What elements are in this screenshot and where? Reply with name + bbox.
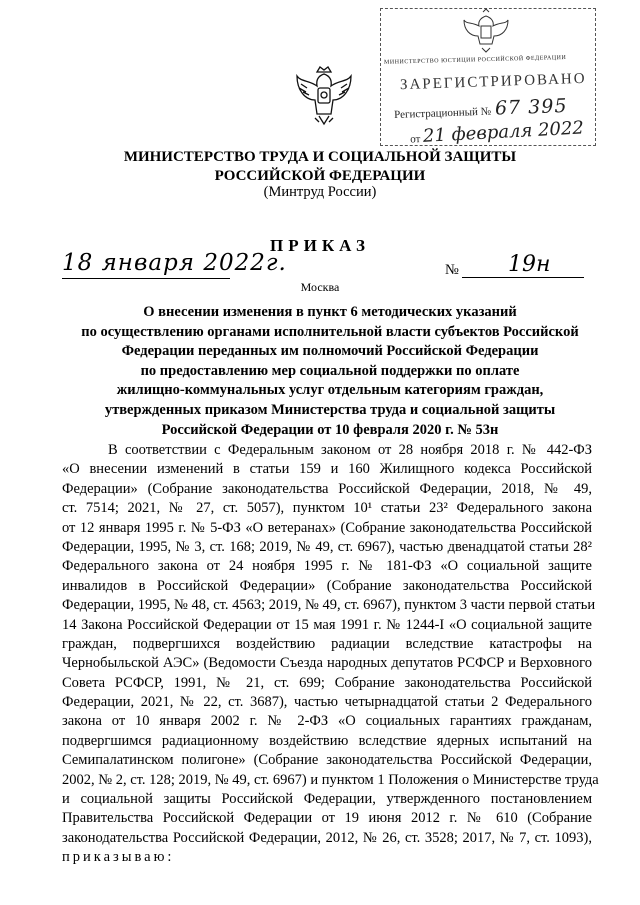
body-line: от 12 января 1995 г. № 5-ФЗ «О ветеранах» (Собрание законодательства Российской <box>62 519 592 536</box>
heading-line: Российской Федерации от 10 февраля 2020 г. № 53н <box>161 421 499 438</box>
body-line: «О внесении изменений в статьи 159 и 160 Жилищного кодекса Российской <box>62 461 592 478</box>
body-line: граждан, подвергшихся воздействию радиации вследствие катастрофы на <box>62 635 592 652</box>
body-line: Чернобыльской АЭС» (Ведомости Съезда народных депутатов РСФСР и Верховного <box>62 655 592 672</box>
ministry-line-1: МИНИСТЕРСТВО ТРУДА И СОЦИАЛЬНОЙ ЗАЩИТЫ <box>123 149 517 165</box>
body-line: Федерации, 1995, № 48, ст. 4563; 2019, № 49, ст. 6967), пунктом 3 части первой статьи <box>62 597 596 614</box>
stamp-date-prefix: от <box>409 133 421 146</box>
body-line: Федерации, 2021, № 22, ст. 3687), частью четырнадцатой статьи 2 Федерального <box>62 694 592 711</box>
coat-of-arms-icon <box>293 64 355 130</box>
stamp-date-value: 21 февраля 2022 <box>422 117 585 147</box>
order-number-underline <box>462 277 584 278</box>
heading-line: О внесении изменения в пункт 6 методических указаний <box>143 304 517 320</box>
order-number: 19н <box>508 252 551 277</box>
body-line: Семипалатинском полигоне» (Собрание законодательства Российской Федерации, <box>62 752 592 769</box>
heading-line: жилищно-коммунальных услуг отдельным категориям граждан, <box>116 382 544 399</box>
heading-line: утвержденных приказом Министерства труда и социальной защиты <box>104 401 556 418</box>
ministry-line-2: РОССИЙСКОЙ ФЕДЕРАЦИИ <box>214 168 426 184</box>
small-emblem-icon <box>458 8 514 54</box>
order-date-underline <box>62 278 230 279</box>
ministry-name <box>0 148 640 186</box>
body-line: закона от 10 января 2002 г. № 2-ФЗ «О социальных гарантиях гражданам, <box>62 713 592 730</box>
registration-stamp <box>376 2 602 150</box>
body-line: приказываю: <box>62 849 175 866</box>
heading-line: по предоставлению мер социальной поддержки по оплате <box>140 362 520 379</box>
body-line: Совета РСФСР, 1991, № 21, ст. 699; Собрание законодательства Российской <box>62 674 592 691</box>
document-heading <box>60 303 600 440</box>
body-line: Федерации, 1995, № 3, ст. 168; 2019, № 49, ст. 6967), частью двенадцатой статьи 28² <box>62 538 592 555</box>
ministry-short-name: (Минтруд России) <box>263 184 377 200</box>
body-line: законодательства Российской Федерации, 2012, № 26, ст. 3528; 2017, № 7, ст. 1093), <box>62 829 592 846</box>
body-line: Правительства Российской Федерации от 19 июня 2012 г. № 610 (Собрание <box>62 810 592 827</box>
heading-line: по осуществлению органами исполнительной власти субъектов Российской <box>81 323 579 340</box>
heading-line: Федерации переданных им полномочий Российской Федерации <box>121 343 539 360</box>
body-line: ст. 7514; 2021, № 27, ст. 5057), пунктом 10¹ статьи 23² Федерального закона <box>62 500 592 517</box>
body-line: инвалидов в Российской Федерации» (Собрание законодательства Российской <box>62 577 592 594</box>
order-date: 18 января 2022г. <box>62 250 287 276</box>
body-paragraph <box>62 441 599 868</box>
body-line: 14 Закона Российской Федерации от 15 мая 1991 г. № 1244-I «О социальной защите <box>62 616 592 633</box>
body-line: Федерального закона от 24 ноября 1995 г. № 181-ФЗ «О социальной защите <box>62 558 592 575</box>
order-city: Москва <box>300 280 340 294</box>
body-line: и социальной защиты Российской Федерации, утвержденного постановлением <box>62 791 592 808</box>
body-line: 2002, № 2, ст. 128; 2019, № 49, ст. 6967) и пунктом 1 Положения о Министерстве труда <box>62 771 599 788</box>
body-line: Федерации» (Собрание законодательства Российской Федерации, 2018, № 49, <box>62 480 592 497</box>
stamp-ministry: МИНИСТЕРСТВО ЮСТИЦИИ РОССИЙСКОЙ ФЕДЕРАЦИИ <box>383 54 567 66</box>
order-number-label: № <box>445 262 459 278</box>
stamp-reg-number: 67 395 <box>494 94 568 120</box>
body-line: подвергшимся радиационному воздействию вследствие ядерных испытаний на <box>62 732 592 749</box>
body-line: В соответствии с Федеральным законом от 28 ноября 2018 г. № 442-ФЗ <box>108 442 592 458</box>
stamp-reg-label: Регистрационный № <box>393 105 492 122</box>
order-title: ПРИКАЗ <box>270 236 370 255</box>
stamp-title: ЗАРЕГИСТРИРОВАНО <box>399 70 587 94</box>
